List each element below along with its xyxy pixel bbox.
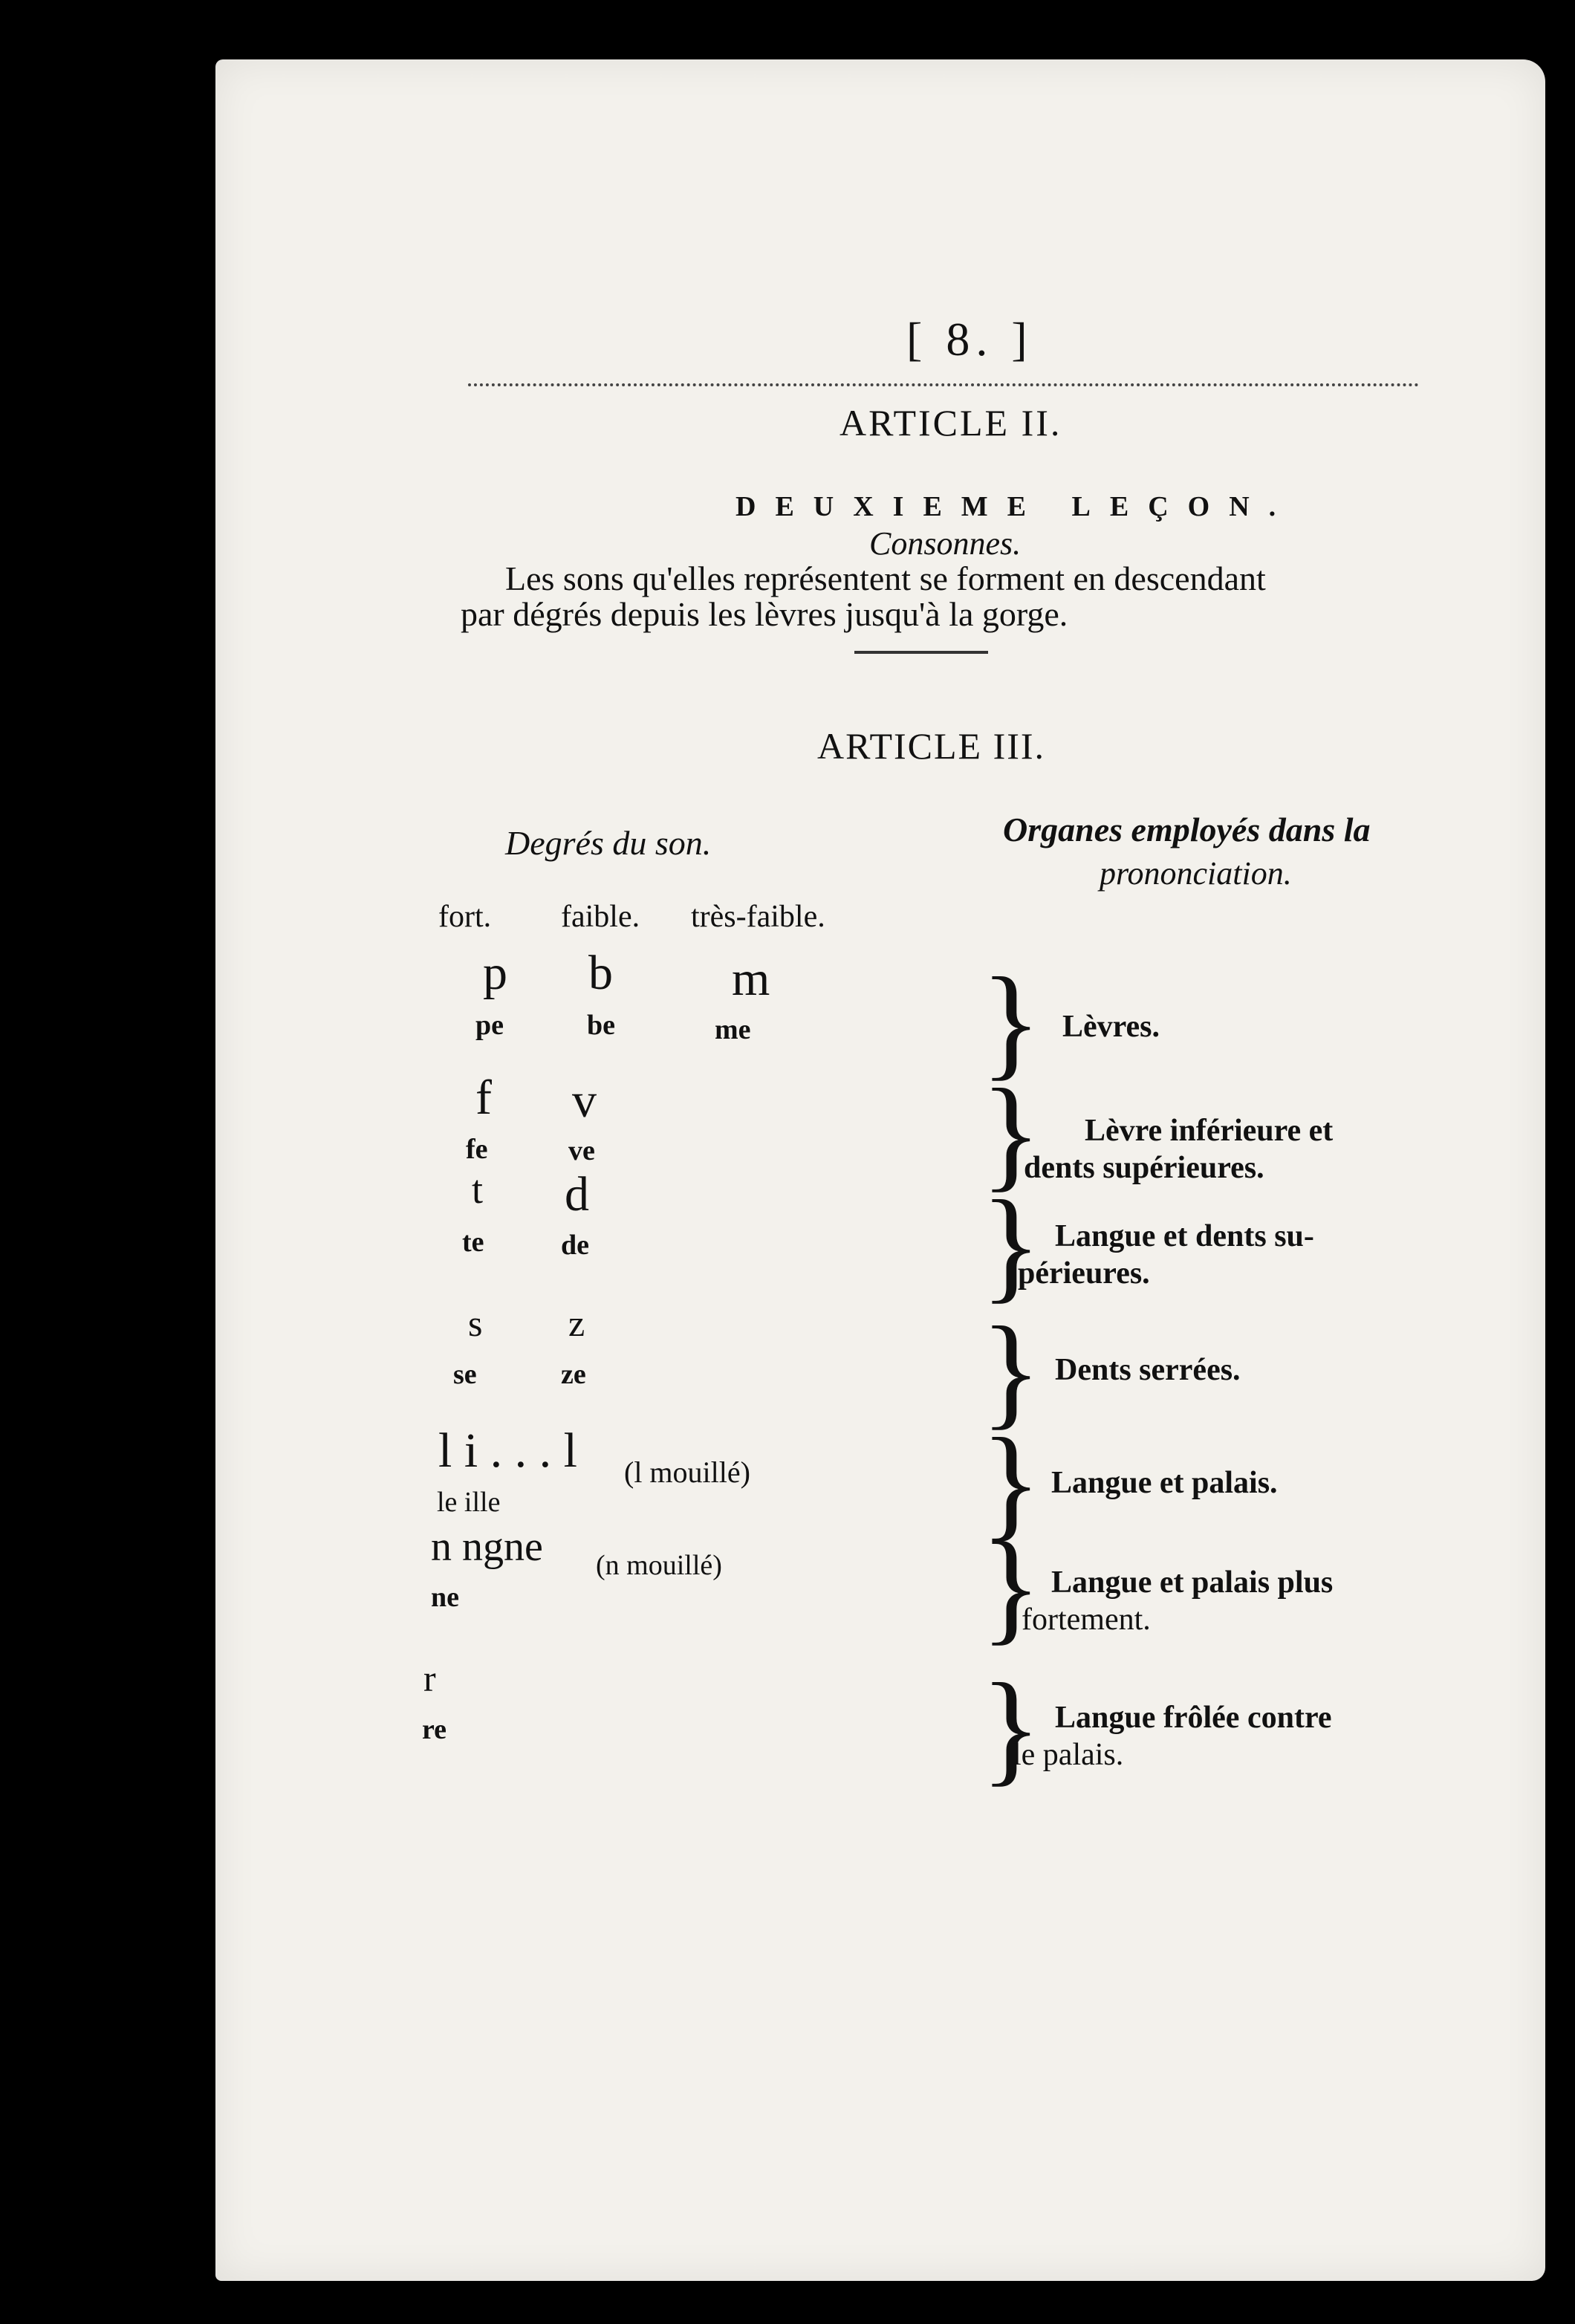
organ-levres: Lèvres.: [1062, 1010, 1160, 1044]
syllable-de: de: [561, 1230, 589, 1261]
brace: }: [981, 1063, 1042, 1203]
syllable-me: me: [715, 1014, 751, 1045]
syllable-be: be: [587, 1010, 615, 1041]
letter-d: d: [565, 1167, 589, 1221]
organ-perieures: périeures.: [1018, 1256, 1150, 1291]
organ-langue-frolee: Langue frôlée contre: [1055, 1701, 1332, 1735]
organ-langue-dents: Langue et dents su-: [1055, 1219, 1314, 1253]
lesson-heading: DEUXIEME LEÇON.: [735, 491, 1296, 522]
organ-dents-superieures: dents supérieures.: [1024, 1151, 1264, 1185]
syllable-te: te: [462, 1227, 484, 1258]
organ-fortement: fortement.: [1022, 1603, 1151, 1637]
organ-dents-serrees: Dents serrées.: [1055, 1353, 1241, 1387]
header-rule: [468, 383, 1419, 386]
page-number: [ 8. ]: [906, 313, 1033, 366]
intro-text-line-2: par dégrés depuis les lèvres jusqu'à la gorge.: [461, 595, 1068, 633]
syllable-le-ille: le ille: [437, 1487, 501, 1518]
organs-heading-line-1: Organes employés dans la: [1003, 811, 1371, 848]
note-n-mouille: (n mouillé): [596, 1550, 722, 1581]
brace: }: [981, 1175, 1042, 1314]
letters-l-ille: l i . . . l: [438, 1424, 578, 1478]
letter-t: t: [472, 1167, 484, 1212]
syllable-pe: pe: [475, 1010, 504, 1041]
letter-m: m: [732, 952, 770, 1006]
section-rule: [854, 651, 988, 654]
letter-b: b: [588, 946, 613, 1000]
consonants-subtitle: Consonnes.: [869, 525, 1022, 562]
letter-f: f: [475, 1071, 492, 1125]
note-l-mouille: (l mouillé): [624, 1455, 750, 1489]
organ-langue-palais: Langue et palais.: [1051, 1466, 1278, 1500]
letter-s: s: [468, 1302, 483, 1344]
syllable-ne: ne: [431, 1582, 459, 1613]
letters-n-ngne: n ngne: [431, 1524, 543, 1570]
organ-levre-inferieure: Lèvre inférieure et: [1085, 1114, 1334, 1148]
syllable-se: se: [453, 1359, 477, 1390]
syllable-ze: ze: [561, 1359, 586, 1390]
syllable-ve: ve: [568, 1135, 595, 1166]
article-3-title: ARTICLE III.: [817, 725, 1046, 767]
syllable-fe: fe: [466, 1134, 488, 1165]
organ-le-palais: le palais.: [1013, 1738, 1124, 1772]
letter-v: v: [572, 1074, 597, 1128]
letter-z: z: [568, 1302, 585, 1344]
organ-langue-palais-plus: Langue et palais plus: [1051, 1565, 1334, 1600]
organs-heading-line-2: prononciation.: [1100, 855, 1292, 892]
article-2-title: ARTICLE II.: [840, 402, 1062, 444]
intro-text-line-1: Les sons qu'elles représentent se forment en descendant: [505, 559, 1266, 597]
header-fort: fort.: [438, 900, 492, 934]
brace: }: [981, 952, 1042, 1091]
letter-p: p: [483, 946, 507, 1000]
header-faible: faible.: [561, 900, 640, 934]
letter-r: r: [423, 1658, 436, 1699]
brace: }: [981, 1301, 1042, 1441]
header-tres-faible: très-faible.: [691, 900, 825, 934]
syllable-re: re: [422, 1714, 447, 1745]
brace: }: [981, 1412, 1042, 1552]
brace: }: [981, 1658, 1042, 1797]
degrees-heading: Degrés du son.: [505, 824, 712, 862]
brace: }: [981, 1516, 1042, 1656]
book-page: [215, 59, 1545, 2281]
